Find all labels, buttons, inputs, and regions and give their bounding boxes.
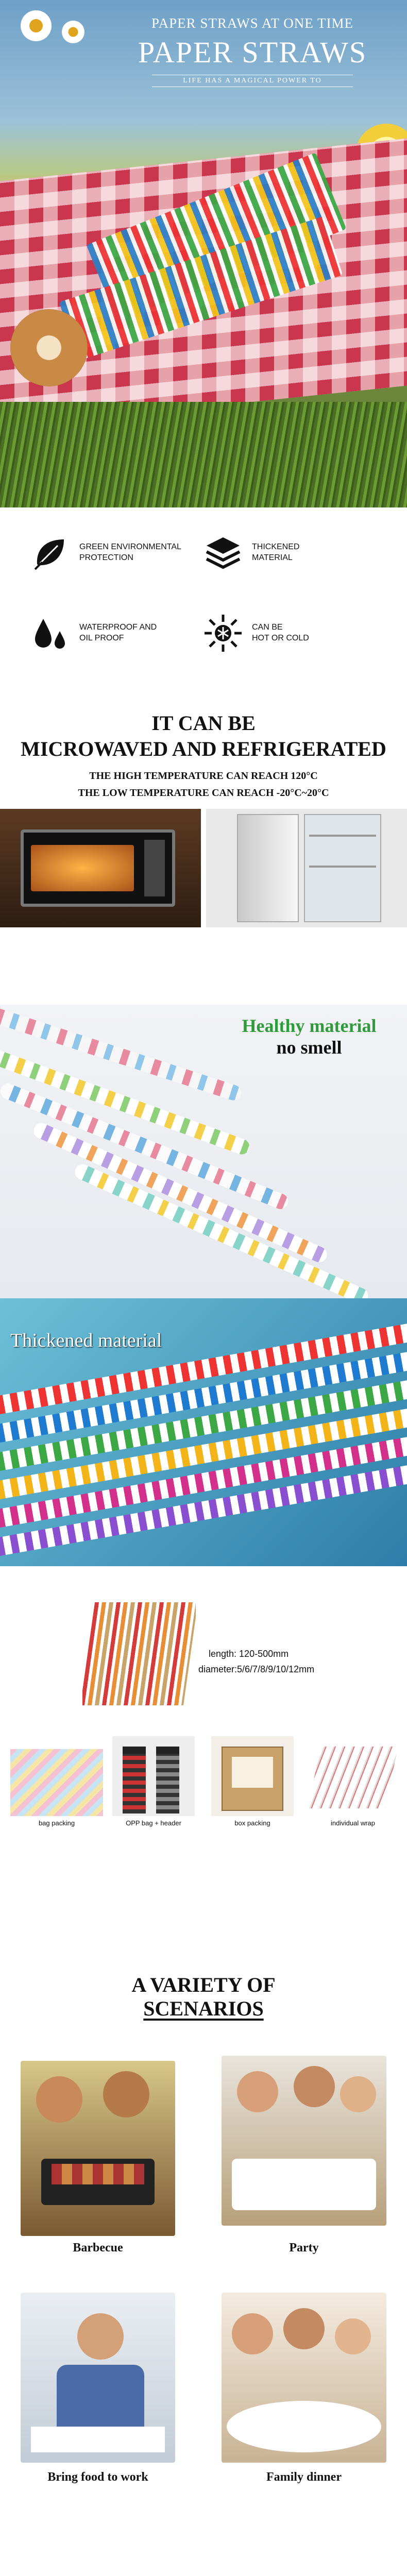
feature-item <box>31 614 204 653</box>
bag-packing-photo <box>10 1749 103 1816</box>
layers-icon <box>204 533 243 572</box>
grass-field <box>0 402 407 507</box>
packing-option <box>10 1749 103 1827</box>
daisy-flower <box>62 21 84 43</box>
diameter-spec: diameter:5/6/7/8/9/10/12mm <box>198 1664 315 1674</box>
thickened-title: Thickened material <box>10 1330 162 1351</box>
party-photo <box>222 2056 386 2226</box>
feature-item <box>204 533 376 572</box>
packing-label: box packing <box>234 1819 270 1827</box>
feature-label: WATERPROOF AND OIL PROOF <box>79 623 157 642</box>
scenario-label: Party <box>289 2241 319 2255</box>
feature-label: THICKENED MATERIAL <box>252 543 300 562</box>
length-spec: length: 120-500mm <box>209 1649 289 1659</box>
high-temp-text: THE HIGH TEMPERATURE CAN REACH 120°C <box>89 770 318 782</box>
scenario-label: Bring food to work <box>47 2470 148 2484</box>
donut <box>10 309 88 386</box>
hero-banner <box>0 0 407 507</box>
hero-title-line1: PAPER STRAWS AT ONE TIME <box>151 15 353 31</box>
sun-snow-icon <box>204 614 243 653</box>
specifications-section <box>0 1566 407 1973</box>
opp-bag-header-photo <box>112 1736 195 1816</box>
packing-label: individual wrap <box>331 1819 375 1827</box>
refrigerator-photo <box>206 809 407 927</box>
packing-label: bag packing <box>38 1819 75 1827</box>
barbecue-photo <box>21 2061 175 2236</box>
packing-label: OPP bag + header <box>126 1819 181 1827</box>
thickened-material-section <box>0 1298 407 1566</box>
oven-photo <box>0 809 201 927</box>
microwave-section <box>0 706 407 1005</box>
droplets-icon <box>31 614 70 653</box>
feature-item <box>204 614 376 653</box>
feature-label: CAN BE HOT OR COLD <box>252 623 309 642</box>
variety-title-line1: A VARIETY OF <box>131 1973 276 1996</box>
straw-image <box>31 1121 330 1265</box>
individual-wrap-photo <box>309 1736 397 1816</box>
straw-bundle-photo <box>82 1597 196 1710</box>
bring-food-to-work-photo <box>21 2293 175 2463</box>
hero-title: PAPER STRAWS <box>138 36 367 69</box>
variety-title-line2: SCENARIOS <box>143 1997 264 2020</box>
straw-image <box>0 1005 243 1102</box>
daisy-flower <box>21 10 52 41</box>
scenarios-section <box>0 1973 407 2576</box>
microwave-title-line1: IT CAN BE <box>151 711 256 735</box>
feature-label: GREEN ENVIRONMENTAL PROTECTION <box>79 543 181 562</box>
features-section <box>0 507 407 706</box>
feature-item <box>31 533 204 572</box>
scenario-label: Barbecue <box>73 2241 123 2255</box>
healthy-material-section <box>0 1005 407 1298</box>
microwave-title-line2: MICROWAVED AND REFRIGERATED <box>21 737 386 760</box>
low-temp-text: THE LOW TEMPERATURE CAN REACH -20°C~20°C <box>78 787 329 799</box>
packing-option <box>211 1736 294 1827</box>
family-dinner-photo <box>222 2293 386 2463</box>
hero-subtitle: LIFE HAS A MAGICAL POWER TO <box>152 75 353 87</box>
healthy-title-line1: Healthy material <box>242 1015 377 1036</box>
box-packing-photo <box>211 1736 294 1816</box>
packing-option <box>309 1736 397 1827</box>
healthy-title-line2: no smell <box>276 1037 342 1058</box>
scenario-label: Family dinner <box>266 2470 342 2484</box>
leaf-icon <box>31 533 70 572</box>
packing-option <box>112 1736 195 1827</box>
